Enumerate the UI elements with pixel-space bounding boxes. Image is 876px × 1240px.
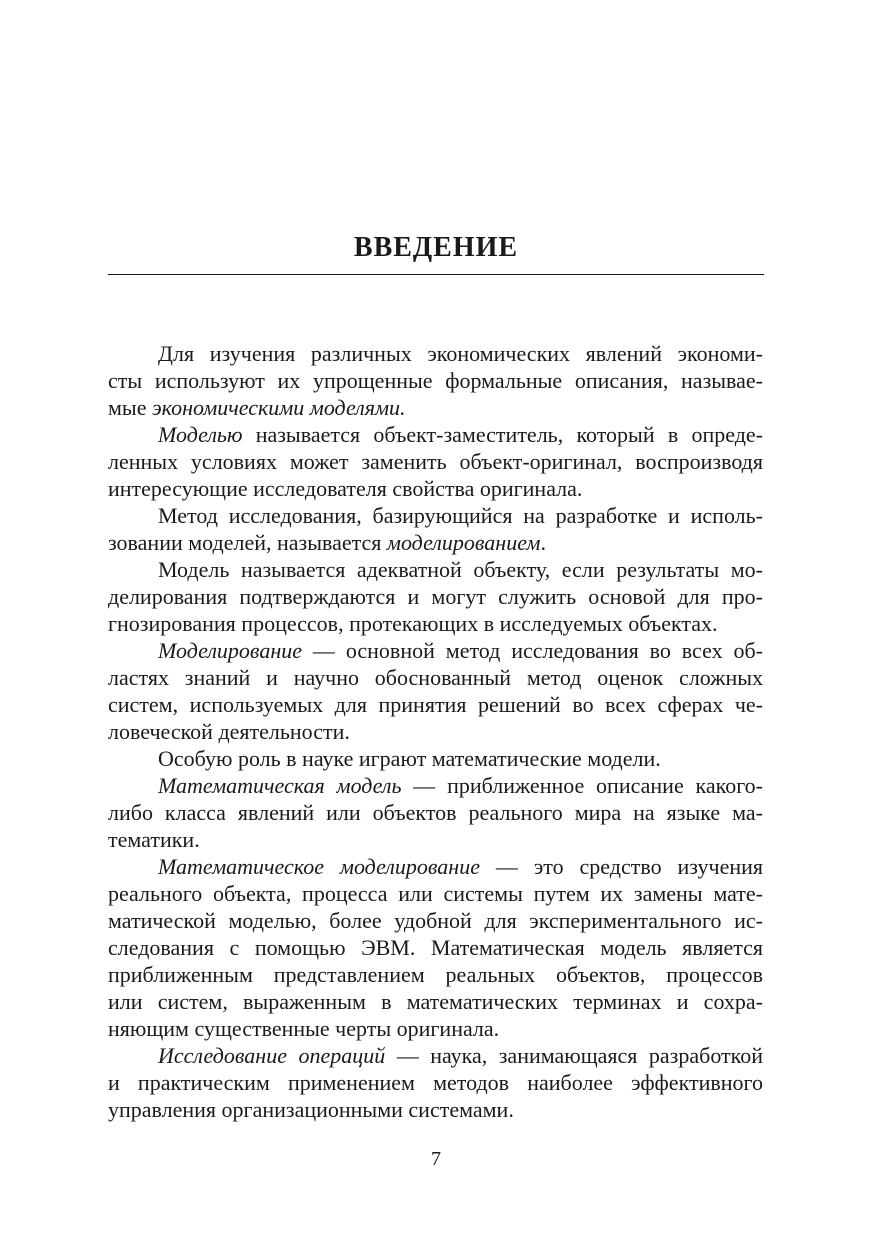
text-run: ловеческой деятельности. (108, 719, 350, 744)
text-run: гнозирования процессов, протекающих в исследуемых объектах. (108, 611, 718, 636)
text-line (108, 664, 763, 691)
text-run: либо класса явлений или объектов реального мира на языке ма- (108, 800, 763, 825)
term-italic: Исследование операций (158, 1043, 386, 1068)
text-line (108, 907, 763, 934)
text-run: тематики. (108, 827, 200, 852)
text-run: реального объекта, процесса или системы путем их замены мате- (108, 881, 763, 906)
text-run: и практическим применением методов наиболее эффективного (108, 1070, 763, 1095)
text-line (108, 367, 763, 394)
text-line (108, 934, 763, 961)
text-run: называется объект-заместитель, который в опреде- (242, 422, 763, 447)
text-run: или систем, выраженным в математических терминах и сохра- (108, 989, 763, 1014)
page-number: 7 (431, 1148, 441, 1170)
text-run: — приближенное описание какого- (401, 773, 763, 798)
term-italic: Моделирование (158, 638, 303, 663)
text-line (108, 502, 763, 529)
text-line (108, 826, 763, 853)
text-line (108, 475, 763, 502)
text-run: . (540, 530, 546, 555)
text-line (108, 772, 763, 799)
text-run: ластях знаний и научно обоснованный метод оценок сложных (108, 665, 763, 690)
text-run: интересующие исследователя свойства оригинала. (108, 476, 583, 501)
term-italic: Моделью (158, 422, 243, 447)
text-line (108, 718, 763, 745)
text-run: ленных условиях может заменить объект-оригинал, воспроизводя (108, 449, 763, 474)
paragraph (108, 1042, 763, 1123)
text-run: зовании моделей, называется (108, 530, 387, 555)
text-line (108, 1069, 763, 1096)
text-run: делирования подтверждаются и могут служить основой для про- (108, 584, 763, 609)
text-run: — наука, занимающаяся разработкой (385, 1043, 763, 1068)
text-line (108, 340, 763, 367)
text-run: — основной метод исследования во всех об- (302, 638, 763, 663)
term-italic: Математическая модель (158, 773, 402, 798)
body-text (108, 340, 763, 1123)
text-line (108, 583, 763, 610)
text-run: няющим существенные черты оригинала. (108, 1016, 500, 1041)
text-run: Метод исследования, базирующийся на разработке и исполь- (158, 503, 763, 528)
paragraph (108, 637, 763, 745)
heading-rule (108, 274, 764, 275)
text-line (108, 799, 763, 826)
text-line (108, 637, 763, 664)
term-italic: Математическое моделирование (158, 854, 480, 879)
text-run: Особую роль в науке играют математические модели. (158, 746, 661, 771)
text-line (108, 610, 763, 637)
paragraph (108, 340, 763, 421)
text-run: приближенным представлением реальных объектов, процессов (108, 962, 763, 987)
text-line (108, 691, 763, 718)
text-run: матической моделью, более удобной для экспериментального ис- (108, 908, 763, 933)
text-run: систем, используемых для принятия решений во всех сферах че- (108, 692, 763, 717)
text-run: управления организационными системами. (108, 1097, 514, 1122)
text-line (108, 1042, 763, 1069)
paragraph (108, 772, 763, 853)
paragraph (108, 421, 763, 502)
text-line (108, 1015, 763, 1042)
text-line (108, 853, 763, 880)
text-line (108, 880, 763, 907)
text-run: Модель называется адекватной объекту, если результаты мо- (158, 557, 763, 582)
term-italic: моделированием (386, 530, 541, 555)
text-run: Для изучения различных экономических явлений экономи- (158, 341, 763, 366)
text-run: сты используют их упрощенные формальные описания, называе- (108, 368, 763, 393)
text-line (108, 448, 763, 475)
text-line (108, 961, 763, 988)
text-run: следования с помощью ЭВМ. Математическая модель является (108, 935, 763, 960)
chapter-heading: ВВЕДЕНИЕ (353, 232, 519, 263)
text-line (108, 988, 763, 1015)
text-run: мые (108, 395, 152, 420)
text-line (108, 529, 763, 556)
paragraph (108, 556, 763, 637)
text-line (108, 745, 763, 772)
term-italic: экономическими моделями. (151, 395, 406, 420)
paragraph (108, 502, 763, 556)
paragraph (108, 745, 763, 772)
text-line (108, 394, 763, 421)
text-line (108, 1096, 763, 1123)
text-line (108, 556, 763, 583)
paragraph (108, 853, 763, 1042)
text-run: — это средство изучения (479, 854, 763, 879)
text-line (108, 421, 763, 448)
